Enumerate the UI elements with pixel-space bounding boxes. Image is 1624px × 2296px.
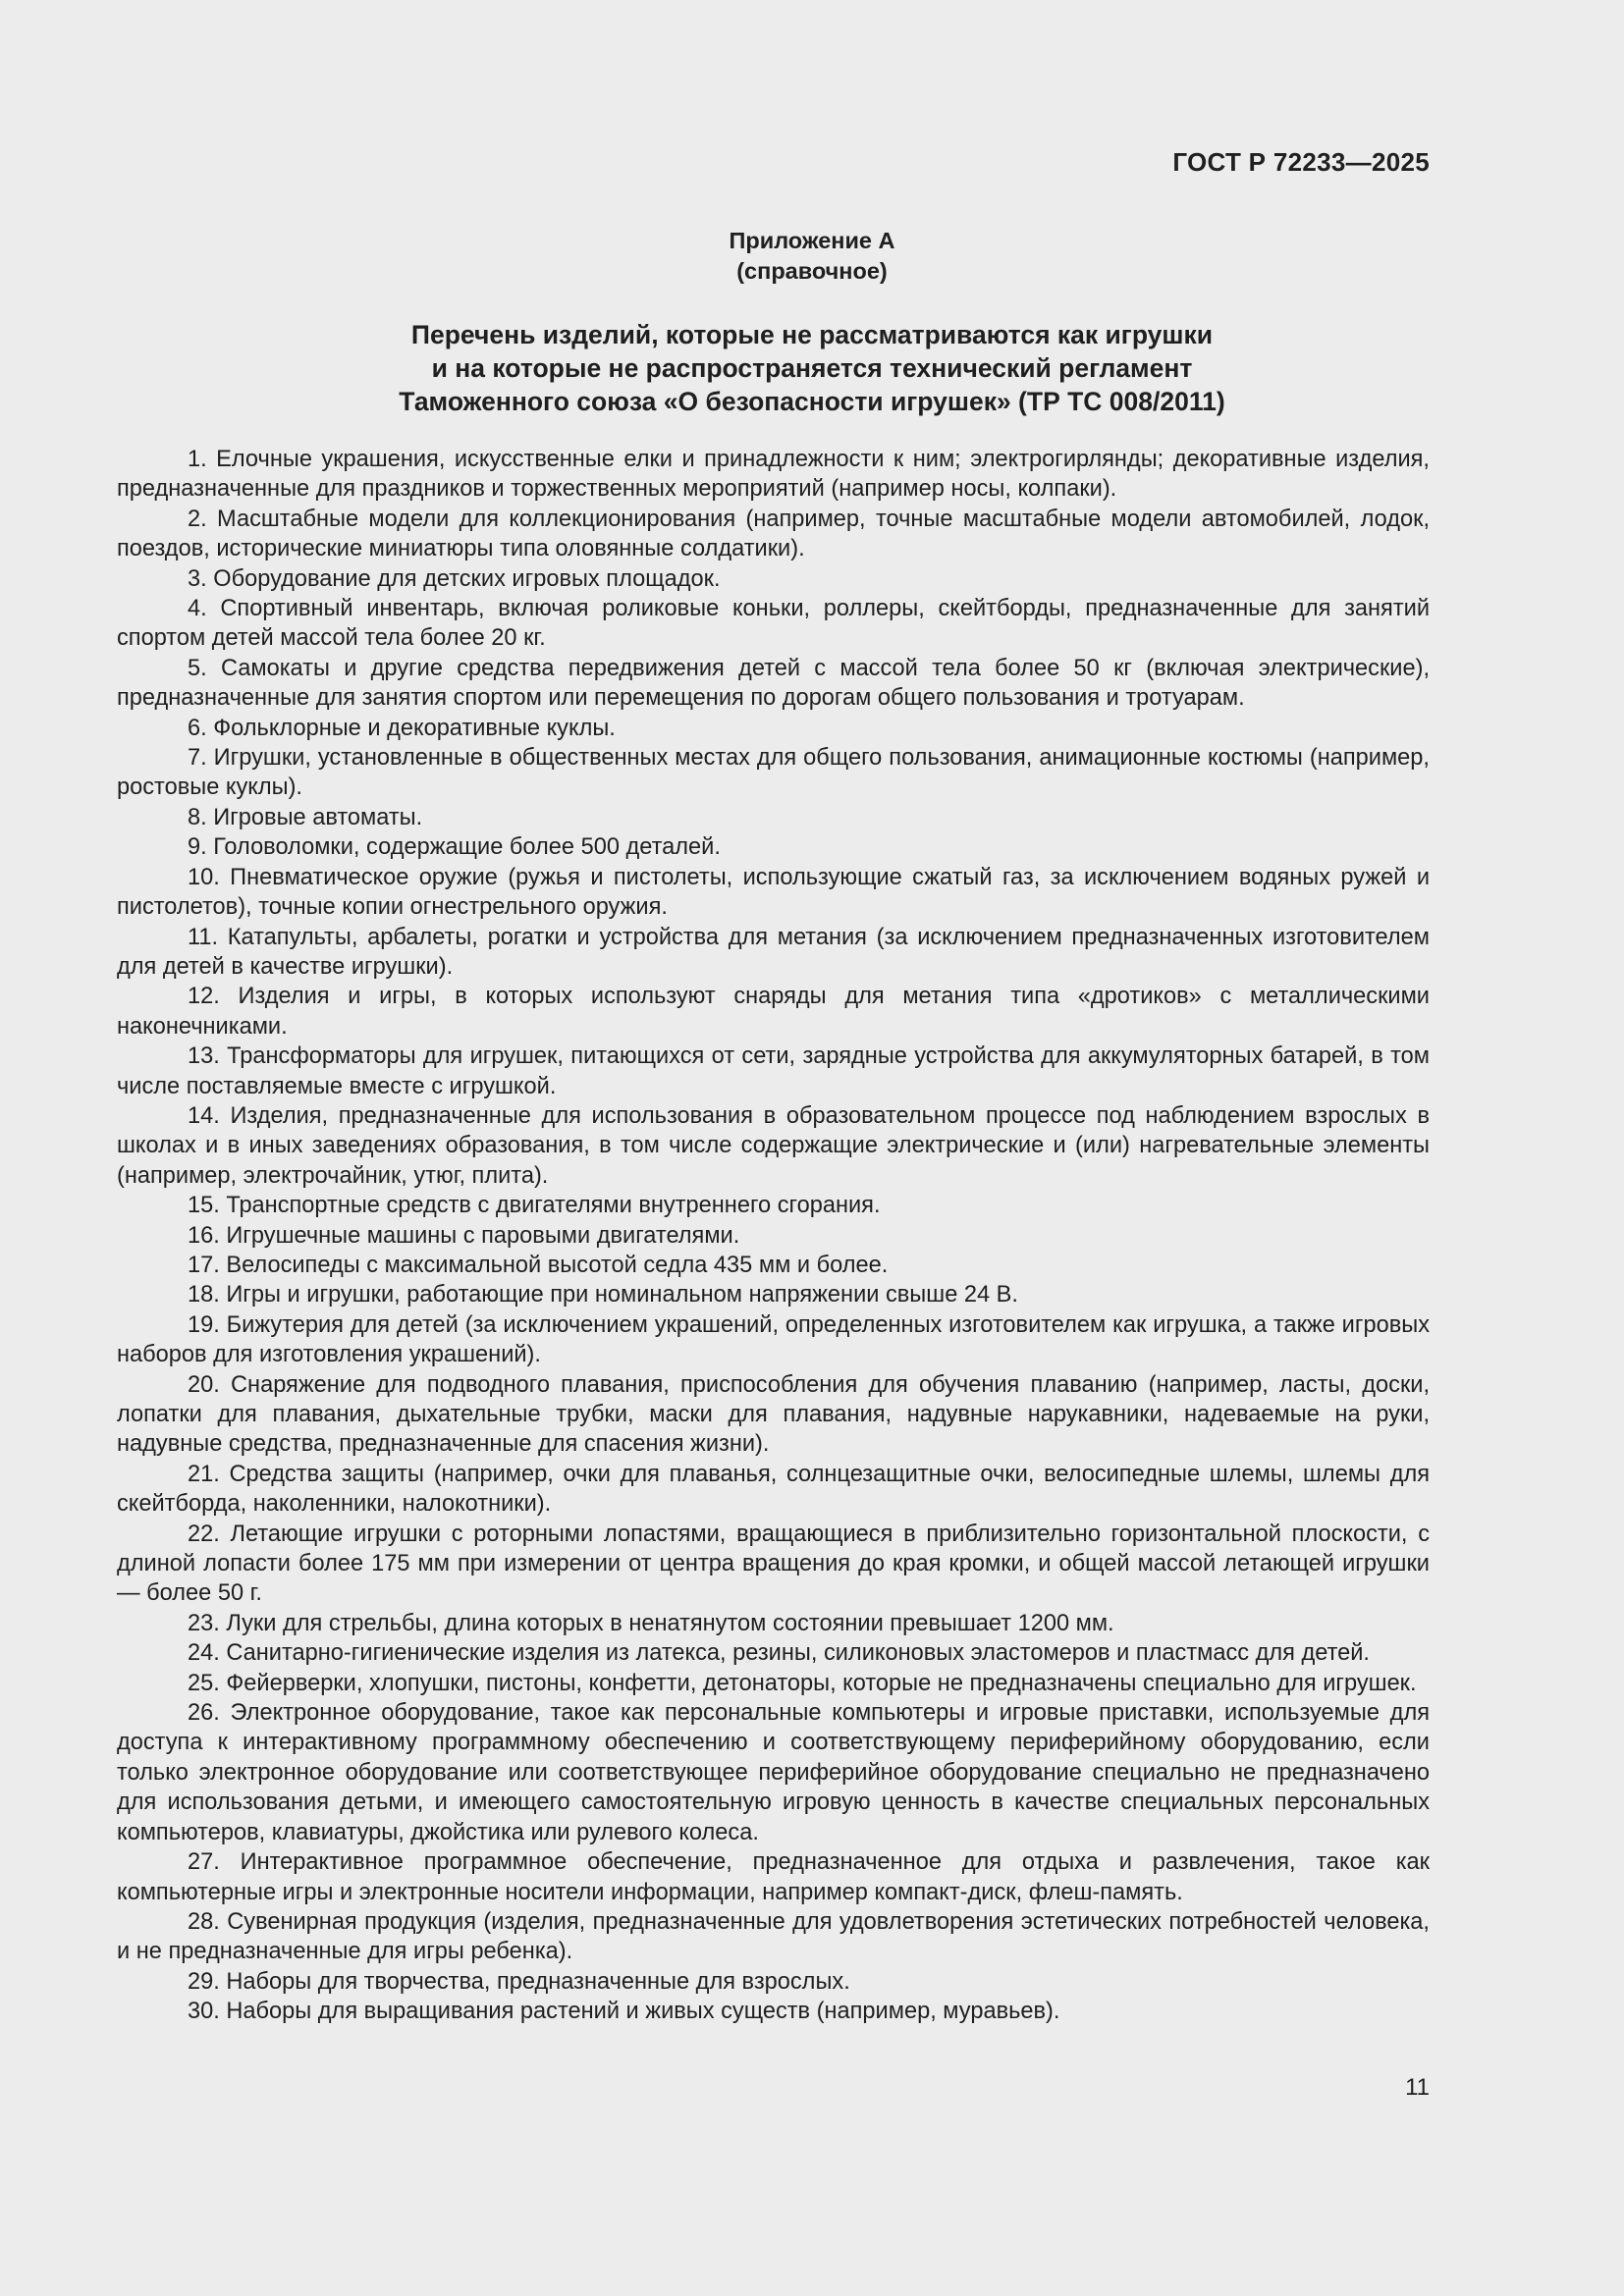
list-item: 11. Катапульты, арбалеты, рогатки и устройства для метания (за исключением предназначенных изготовителем для детей в качестве игрушки). xyxy=(117,924,1430,980)
heading-line-2: и на которые не распространяется технический регламент xyxy=(431,353,1193,383)
list-item: 17. Велосипеды с максимальной высотой седла 435 мм и более. xyxy=(188,1252,889,1278)
items-list xyxy=(117,445,1430,2027)
list-item: 28. Сувенирная продукция (изделия, предназначенные для удовлетворения эстетических потребностей человека, и не предназначенные для игры ребенка). xyxy=(117,1908,1430,1965)
list-item: 29. Наборы для творчества, предназначенные для взрослых. xyxy=(188,1968,850,1995)
list-item: 20. Снаряжение для подводного плавания, приспособления для обучения плаванию (например, ласты, доски, лопатки для плавания, дыхательные трубки, маски для плавания, надувные нарукавники, надеваемые на руки, надувные средства, предназначенные для спасения жизни). xyxy=(117,1371,1430,1458)
list-item: 5. Самокаты и другие средства передвижения детей с массой тела более 50 кг (включая электрические), предназначенные для занятия спортом или перемещения по дорогам общего пользования и тротуарам. xyxy=(117,655,1430,712)
list-item: 18. Игры и игрушки, работающие при номинальном напряжении свыше 24 В. xyxy=(188,1282,1018,1308)
list-item: 23. Луки для стрельбы, длина которых в ненатянутом состоянии превышает 1200 мм. xyxy=(188,1610,1114,1636)
heading-line-1: Перечень изделий, которые не рассматриваются как игрушки xyxy=(410,320,1214,349)
list-item: 24. Санитарно-гигиенические изделия из латекса, резины, силиконовых эластомеров и пластмасс для детей. xyxy=(188,1640,1370,1667)
list-item: 3. Оборудование для детских игровых площадок. xyxy=(188,565,721,592)
list-heading xyxy=(0,318,1624,418)
list-item: 1. Елочные украшения, искусственные елки и принадлежности к ним; электрогирлянды; декоративные изделия, предназначенные для праздников и торжественных мероприятий (например носы, колпаки). xyxy=(117,447,1430,503)
list-item: 22. Летающие игрушки с роторными лопастями, вращающиеся в приблизительно горизонтальной плоскости, с длиной лопасти более 175 мм при измерении от центра вращения до края кромки, и общей массой летающей игрушки — более 50 г. xyxy=(117,1521,1430,1607)
list-item: 6. Фольклорные и декоративные куклы. xyxy=(188,715,616,741)
list-item: 13. Трансформаторы для игрушек, питающихся от сети, зарядные устройства для аккумуляторных батарей, в том числе поставляемые вместе с игрушкой. xyxy=(117,1043,1430,1099)
list-item: 7. Игрушки, установленные в общественных местах для общего пользования, анимационные костюмы (например, ростовые куклы). xyxy=(117,745,1430,801)
list-item: 9. Головоломки, содержащие более 500 деталей. xyxy=(188,834,721,861)
appendix-title: Приложение А xyxy=(729,228,895,253)
page-number: 11 xyxy=(1405,2074,1430,2101)
list-item: 27. Интерактивное программное обеспечение, предназначенное для отдыха и развлечения, такое как компьютерные игры и электронные носители информации, например компакт-диск, флеш-память. xyxy=(117,1849,1430,1905)
list-item: 12. Изделия и игры, в которых используют снаряды для метания типа «дротиков» с металлическими наконечниками. xyxy=(117,984,1430,1040)
heading-line-3: Таможенного союза «О безопасности игрушек» (ТР ТС 008/2011) xyxy=(399,387,1225,416)
list-item: 8. Игровые автоматы. xyxy=(188,804,423,830)
list-item: 16. Игрушечные машины с паровыми двигателями. xyxy=(188,1222,740,1249)
list-item: 21. Средства защиты (например, очки для плаванья, солнцезащитные очки, велосипедные шлемы, шлемы для скейтборда, наколенники, налокотники). xyxy=(117,1461,1430,1518)
list-item: 19. Бижутерия для детей (за исключением украшений, определенных изготовителем как игрушка, а также игровых наборов для изготовления украшений). xyxy=(117,1311,1430,1368)
appendix-note: (справочное) xyxy=(736,258,888,284)
list-item: 15. Транспортные средств с двигателями внутреннего сгорания. xyxy=(188,1193,881,1219)
document-code: ГОСТ Р 72233—2025 xyxy=(1172,147,1430,177)
appendix-heading xyxy=(0,226,1624,287)
list-item: 14. Изделия, предназначенные для использования в образовательном процессе под наблюдением взрослых в школах и в иных заведениях образования, в том числе содержащие электрические и (или) нагревательные элементы (например, электрочайник, утюг, плита). xyxy=(117,1102,1430,1189)
list-item: 25. Фейерверки, хлопушки, пистоны, конфетти, детонаторы, которые не предназначены специально для игрушек. xyxy=(188,1670,1417,1696)
list-item: 26. Электронное оборудование, такое как персональные компьютеры и игровые приставки, используемые для доступа к интерактивному программному обеспечению и соответствующему периферийному оборудованию, если только электронное оборудование или соответствующее периферийное оборудование специально не предназначено для использования детьми, и имеющего самостоятельную игровую ценность в качестве специальных персональных компьютеров, клавиатуры, джойстика или рулевого колеса. xyxy=(117,1700,1430,1845)
list-item: 10. Пневматическое оружие (ружья и пистолеты, использующие сжатый газ, за исключением водяных ружей и пистолетов), точные копии огнестрельного оружия. xyxy=(117,864,1430,921)
list-item: 30. Наборы для выращивания растений и живых существ (например, муравьев). xyxy=(188,1999,1060,2025)
list-item: 4. Спортивный инвентарь, включая роликовые коньки, роллеры, скейтборды, предназначенные для занятий спортом детей массой тела более 20 кг. xyxy=(117,596,1430,652)
list-item: 2. Масштабные модели для коллекционирования (например, точные масштабные модели автомобилей, лодок, поездов, исторические миниатюры типа оловянные солдатики). xyxy=(117,506,1430,562)
